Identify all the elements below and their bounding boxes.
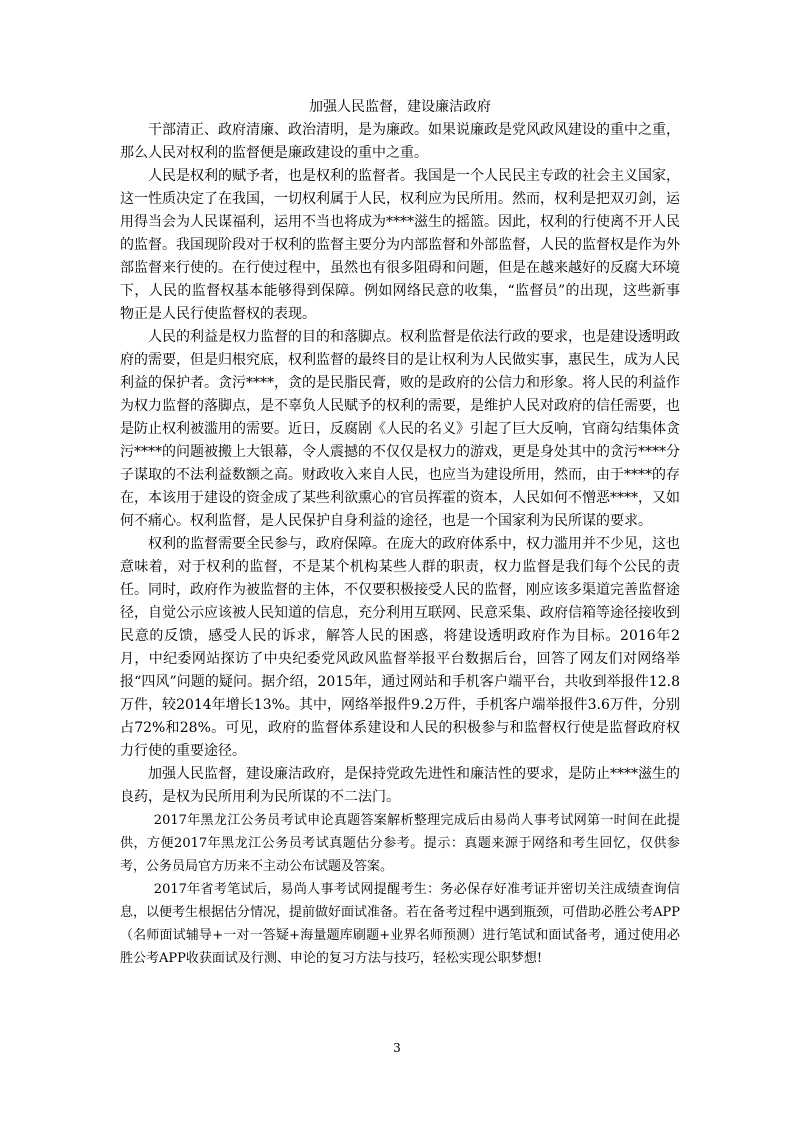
essay-paragraph-2: 人民是权利的赋予者，也是权利的监督者。我国是一个人民民主专政的社会主义国家，这一性质决定了在我国，一切权利属于人民，权利应为民所用。然而，权利是把双刃剑，运用得当会为人民谋福利，运用不当也将成为****滋生的摇篮。因此，权利的行使离不开人民的监督。我国现阶段对于权利的监督主要分为内部监督和外部监督，人民的监督权是作为外部监督来行使的。在行使过程中，虽然也有很多阻碍和问题，但是在越来越好的反腐大环境下，人民的监督权基本能够得到保障。例如网络民意的收集，“监督员”的出现，这些新事物正是人民行使监督权的表现。 [120, 168, 680, 322]
essay-paragraph-1: 干部清正、政府清廉、政治清明，是为廉政。如果说廉政是党风政风建设的重中之重，那么人民对权利的监督便是廉政建设的重中之重。 [120, 122, 680, 161]
exam-note-2: 2017年省考笔试后，易尚人事考试网提醒考生：务必保存好准考证并密切关注成绩查询信息，以便考生根据估分情况，提前做好面试准备。若在备考过程中遇到瓶颈，可借助必胜公考APP（名师面试辅导+一对一答疑+海量题库刷题+业界名师预测）进行笔试和面试备考，通过使用必胜公考APP收获面试及行测、申论的复习方法与技巧，轻松实现公职梦想! [120, 882, 680, 966]
page-number: 3 [393, 1041, 401, 1055]
essay-paragraph-3: 人民的利益是权力监督的目的和落脚点。权利监督是依法行政的要求，也是建设透明政府的需要，但是归根究底，权利监督的最终目的是让权利为人民做实事，惠民生，成为人民利益的保护者。贪污****，贪的是民脂民膏，败的是政府的公信力和形象。将人民的利益作为权力监督的落脚点，是不辜负人民赋予的权利的需要，是维护人民对政府的信任需要，也是防止权利被滥用的需要。近日，反腐剧《人民的名义》引起了巨大反响，官商勾结集体贪污****的问题被搬上大银幕，令人震撼的不仅仅是权力的游戏，更是身处其中的贪污****分子谋取的不法利益数额之高。财政收入来自人民，也应当为建设所用，然而，由于****的存在，本该用于建设的资金成了某些利欲熏心的官员挥霍的资本，人民如何不憎恶****，又如何不痛心。权利监督，是人民保护自身利益的途径，也是一个国家利为民所谋的要求。 [120, 329, 680, 529]
page-content [120, 96, 680, 970]
essay-paragraph-5: 加强人民监督，建设廉洁政府，是保持党政先进性和廉洁性的要求，是防止****滋生的良药，是权为民所用利为民所谋的不二法门。 [120, 766, 680, 805]
essay-paragraph-4: 权利的监督需要全民参与，政府保障。在庞大的政府体系中，权力滥用并不少见，这也意味着，对于权利的监督，不是某个机构某些人群的职责，权力监督是我们每个公民的责任。同时，政府作为被监督的主体，不仅要积极接受人民的监督，刚应该多渠道完善监督途径，自觉公示应该被人民知道的信息，充分利用互联网、民意采集、政府信箱等途径接收到民意的反馈，感受人民的诉求，解答人民的困惑，将建设透明政府作为目标。2016年2月，中纪委网站探访了中央纪委党风政风监督举报平台数据后台，回答了网友们对网络举报“四风”问题的疑问。据介绍，2015年，通过网站和手机客户端平台，共收到举报件12.8万件，较2014年增长13%。其中，网络举报件9.2万件，手机客户端举报件3.6万件，分别占72%和28%。可见，政府的监督体系建设和人民的积极参与和监督权行使是监督政府权力行使的重要途径。 [120, 536, 680, 759]
essay-title: 加强人民监督，建设廉洁政府 [309, 99, 491, 115]
exam-note-1: 2017年黑龙江公务员考试申论真题答案解析整理完成后由易尚人事考试网第一时间在此提供，方便2017年黑龙江公务员考试真题估分参考。提示：真题来源于网络和考生回忆，仅供参考，公务员局官方历来不主动公布试题及答案。 [120, 813, 680, 874]
